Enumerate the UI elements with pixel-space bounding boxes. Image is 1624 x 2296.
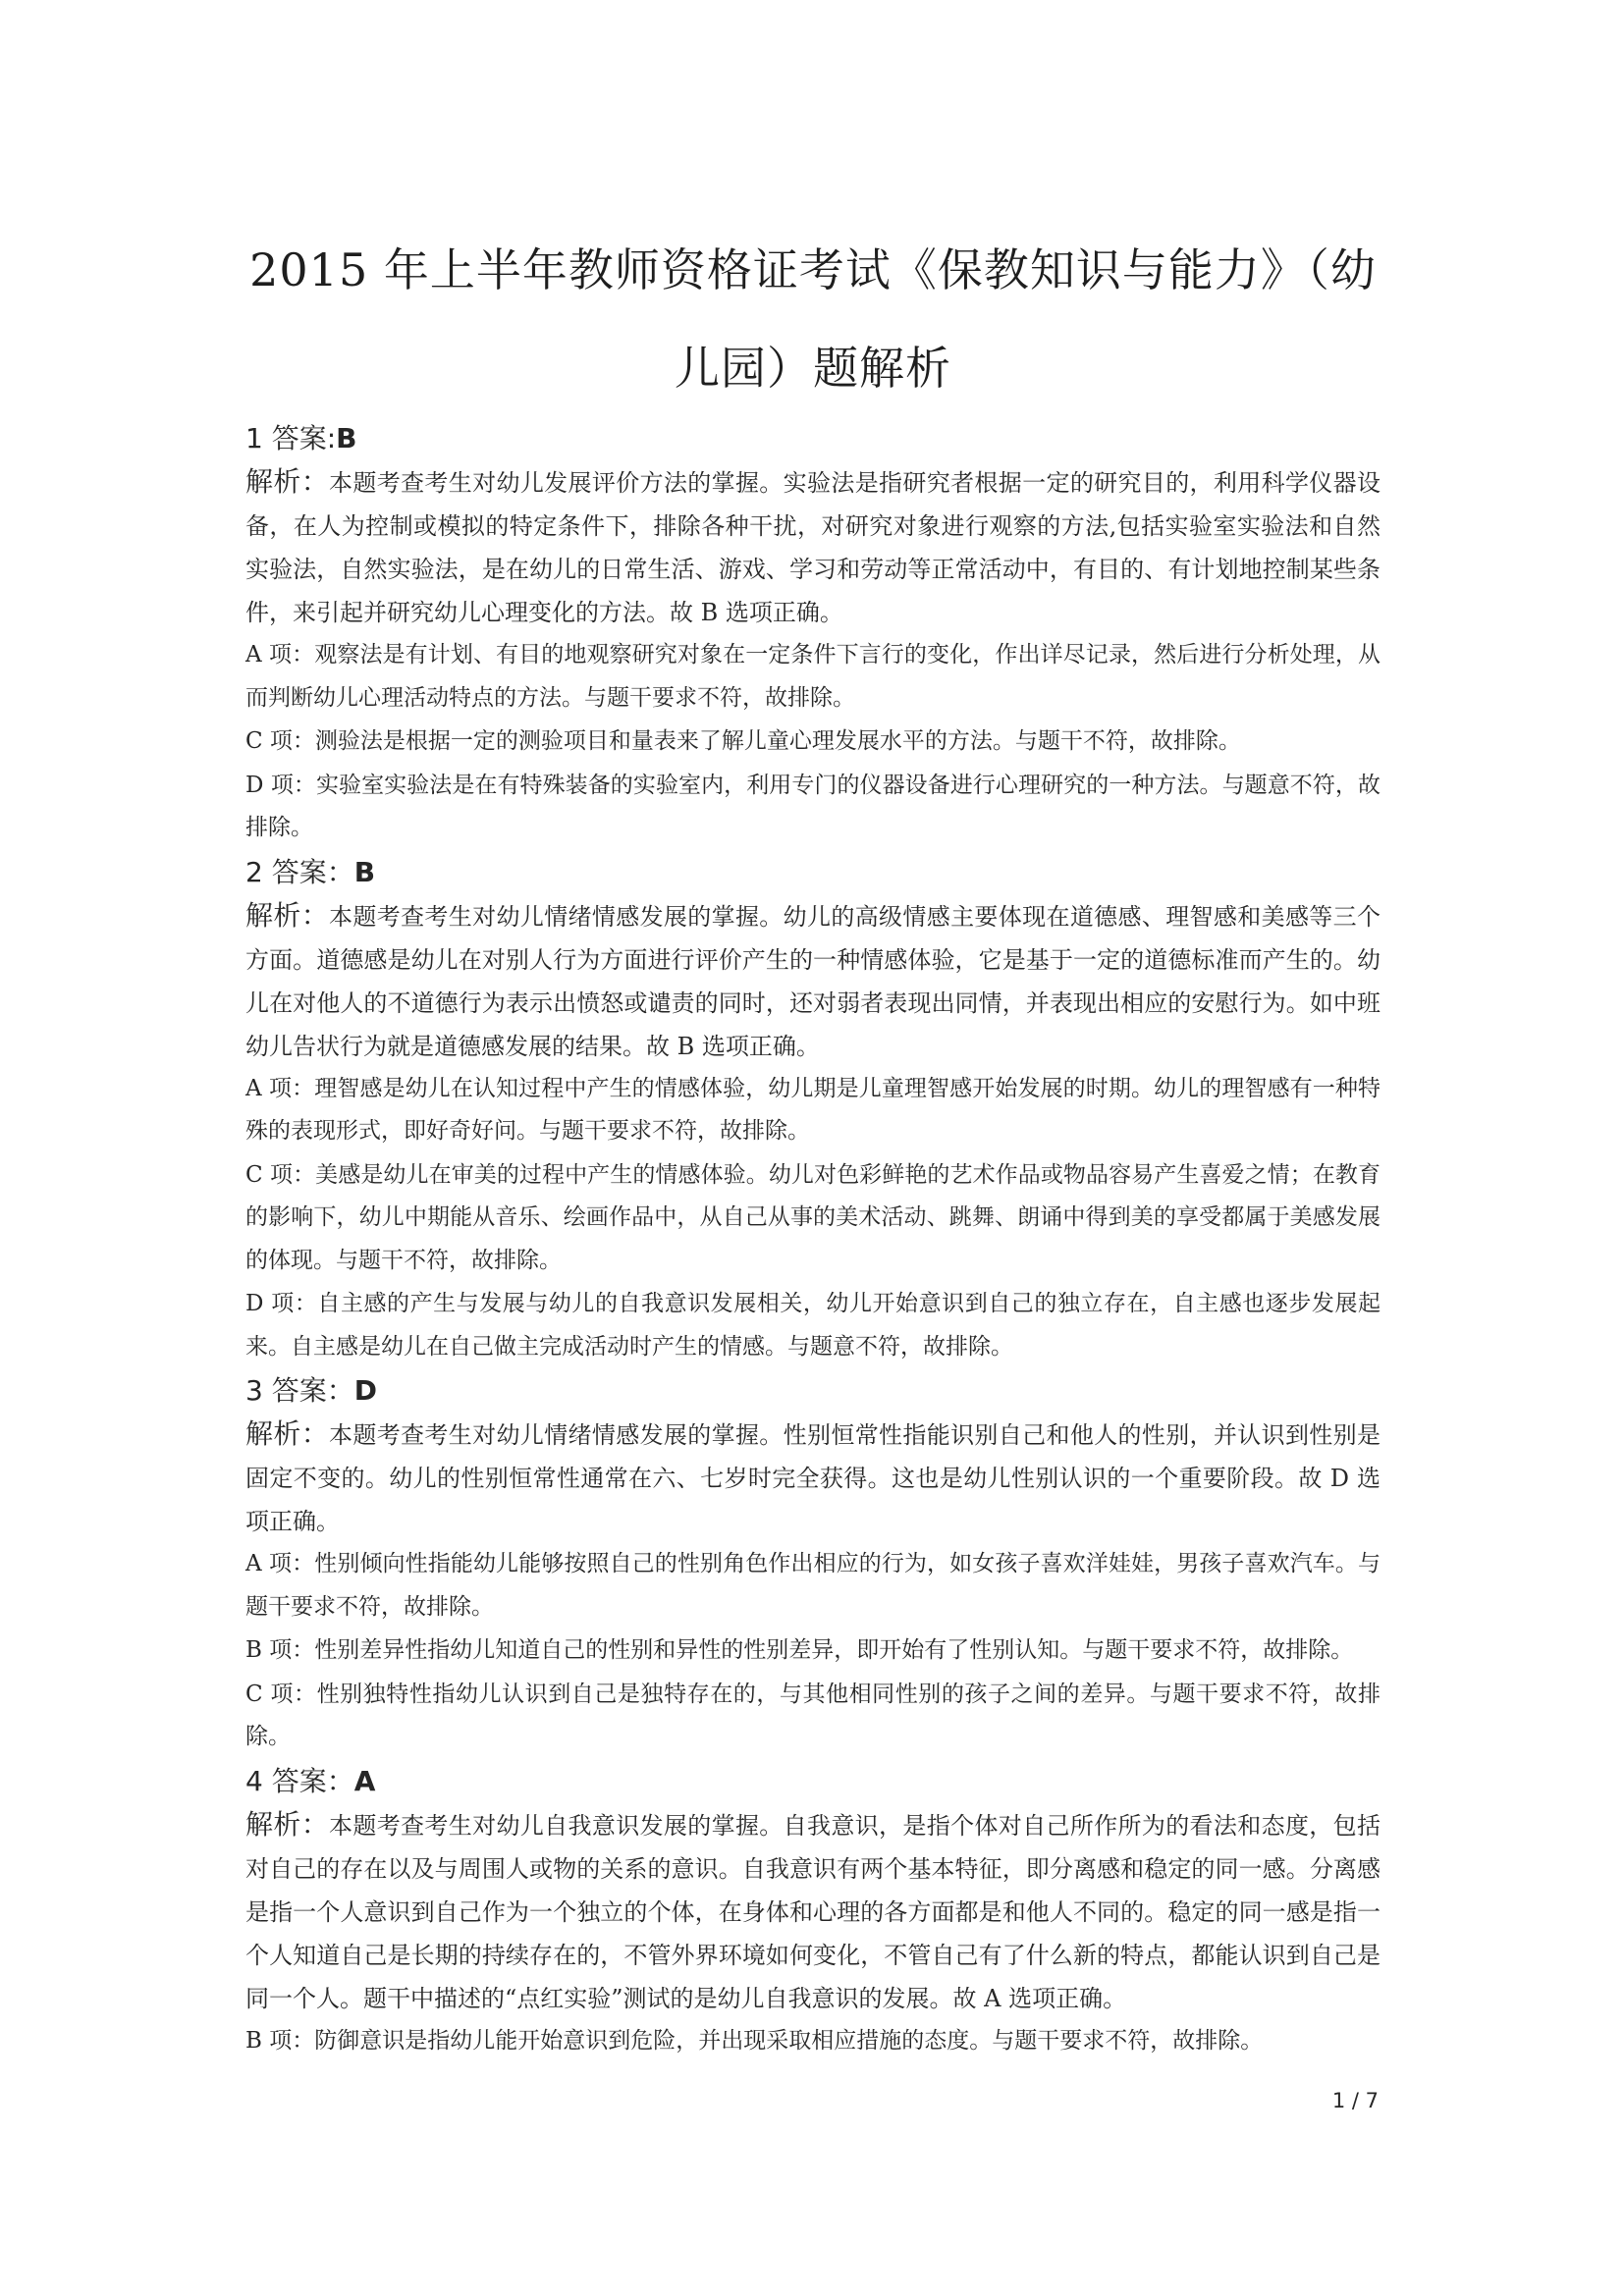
answer-heading <box>245 851 1380 894</box>
answer-heading <box>245 417 1380 460</box>
analysis-label: 解析： <box>245 465 330 498</box>
option-explanation: D 项：自主感的产生与发展与幼儿的自我意识发展相关，幼儿开始意识到自己的独立存在，自主感也逐步发展起来。自主感是幼儿在自己做主完成活动时产生的情感。与题意不符，故排除。 <box>245 1291 1380 1360</box>
option-explanation: C 项：性别独特性指幼儿认识到自己是独特存在的，与其他相同性别的孩子之间的差异。与题干要求不符，故排除。 <box>245 1681 1380 1749</box>
analysis-paragraph <box>245 894 1380 1068</box>
option-explanation: B 项：防御意识是指幼儿能开始意识到危险，并出现采取相应措施的态度。与题干要求不符，故排除。 <box>245 2027 1264 2054</box>
option-explanation: C 项：测验法是根据一定的测验项目和量表来了解儿童心理发展水平的方法。与题干不符，故排除。 <box>245 728 1241 754</box>
question-2 <box>245 851 1380 1369</box>
answer-label: 3 答案： <box>245 1374 354 1407</box>
document-page <box>245 221 1380 2063</box>
answer-heading <box>245 1760 1380 1803</box>
analysis-text: 本题考查考生对幼儿情绪情感发展的掌握。性别恒常性指能识别自己和他人的性别，并认识到性别是固定不变的。幼儿的性别恒常性通常在六、七岁时完全获得。这也是幼儿性别认识的一个重要阶段。故 D 选项正确。 <box>245 1421 1380 1535</box>
page-number: 1 / 7 <box>1331 2089 1379 2112</box>
analysis-label: 解析： <box>245 1417 330 1450</box>
answer-letter: B <box>336 422 357 454</box>
analysis-paragraph <box>245 1803 1380 2020</box>
answer-letter: A <box>353 1764 376 1797</box>
answer-letter: D <box>353 1374 377 1407</box>
option-explanation: A 项：观察法是有计划、有目的地观察研究对象在一定条件下言行的变化，作出详尽记录，然后进行分析处理，从而判断幼儿心理活动特点的方法。与题干要求不符，故排除。 <box>245 642 1380 711</box>
option-explanation: A 项：理智感是幼儿在认知过程中产生的情感体验，幼儿期是儿童理智感开始发展的时期。幼儿的理智感有一种特殊的表现形式，即好奇好问。与题干要求不符，故排除。 <box>245 1075 1380 1144</box>
option-explanation: B 项：性别差异性指幼儿知道自己的性别和异性的性别差异，即开始有了性别认知。与题干要求不符，故排除。 <box>245 1637 1354 1663</box>
analysis-text: 本题考查考生对幼儿情绪情感发展的掌握。幼儿的高级情感主要体现在道德感、理智感和美感等三个方面。道德感是幼儿在对别人行为方面进行评价产生的一种情感体验，它是基于一定的道德标准而产生的。幼儿在对他人的不道德行为表示出愤怒或谴责的同时，还对弱者表现出同情，并表现出相应的安慰行为。如中班幼儿告状行为就是道德感发展的结果。故 B 选项正确。 <box>245 902 1380 1060</box>
analysis-paragraph <box>245 460 1380 634</box>
answer-heading <box>245 1369 1380 1413</box>
question-4 <box>245 1760 1380 2063</box>
analysis-label: 解析： <box>245 898 330 932</box>
option-explanation: A 项：性别倾向性指能幼儿能够按照自己的性别角色作出相应的行为，如女孩子喜欢洋娃娃，男孩子喜欢汽车。与题干要求不符，故排除。 <box>245 1551 1380 1620</box>
analysis-paragraph <box>245 1413 1380 1543</box>
question-1 <box>245 417 1380 850</box>
option-explanation: D 项：实验室实验法是在有特殊装备的实验室内，利用专门的仪器设备进行心理研究的一种方法。与题意不符，故排除。 <box>245 772 1380 840</box>
question-3 <box>245 1369 1380 1759</box>
analysis-text: 本题考查考生对幼儿发展评价方法的掌握。实验法是指研究者根据一定的研究目的，利用科学仪器设备，在人为控制或模拟的特定条件下，排除各种干扰，对研究对象进行观察的方法,包括实验室实验法和自然实验法，自然实验法，是在幼儿的日常生活、游戏、学习和劳动等正常活动中，有目的、有计划地控制某些条件，来引起并研究幼儿心理变化的方法。故 B 选项正确。 <box>245 469 1380 626</box>
answer-label: 2 答案： <box>245 855 354 888</box>
option-explanation: C 项：美感是幼儿在审美的过程中产生的情感体验。幼儿对色彩鲜艳的艺术作品或物品容易产生喜爱之情；在教育的影响下，幼儿中期能从音乐、绘画作品中，从自己从事的美术活动、跳舞、朗诵中得到美的享受都属于美感发展的体现。与题干不符，故排除。 <box>245 1161 1380 1273</box>
analysis-label: 解析： <box>245 1807 330 1841</box>
answer-label: 1 答案: <box>245 422 337 454</box>
answer-label: 4 答案： <box>245 1764 354 1797</box>
analysis-text: 本题考查考生对幼儿自我意识发展的掌握。自我意识，是指个体对自己所作所为的看法和态度，包括对自己的存在以及与周围人或物的关系的意识。自我意识有两个基本特征，即分离感和稳定的同一感。分离感是指一个人意识到自己作为一个独立的个体，在身体和心理的各方面都是和他人不同的。稳定的同一感是指一个人知道自己是长期的持续存在的，不管外界环境如何变化，不管自己有了什么新的特点，都能认识到自己是同一个人。题干中描述的“点红实验”测试的是幼儿自我意识的发展。故 A 选项正确。 <box>245 1811 1380 2012</box>
title-line-2: 儿园）题解析 <box>675 342 951 395</box>
answer-letter: B <box>353 855 376 888</box>
title-line-1: 2015 年上半年教师资格证考试《保教知识与能力》（幼 <box>249 243 1377 296</box>
document-title <box>245 221 1380 417</box>
